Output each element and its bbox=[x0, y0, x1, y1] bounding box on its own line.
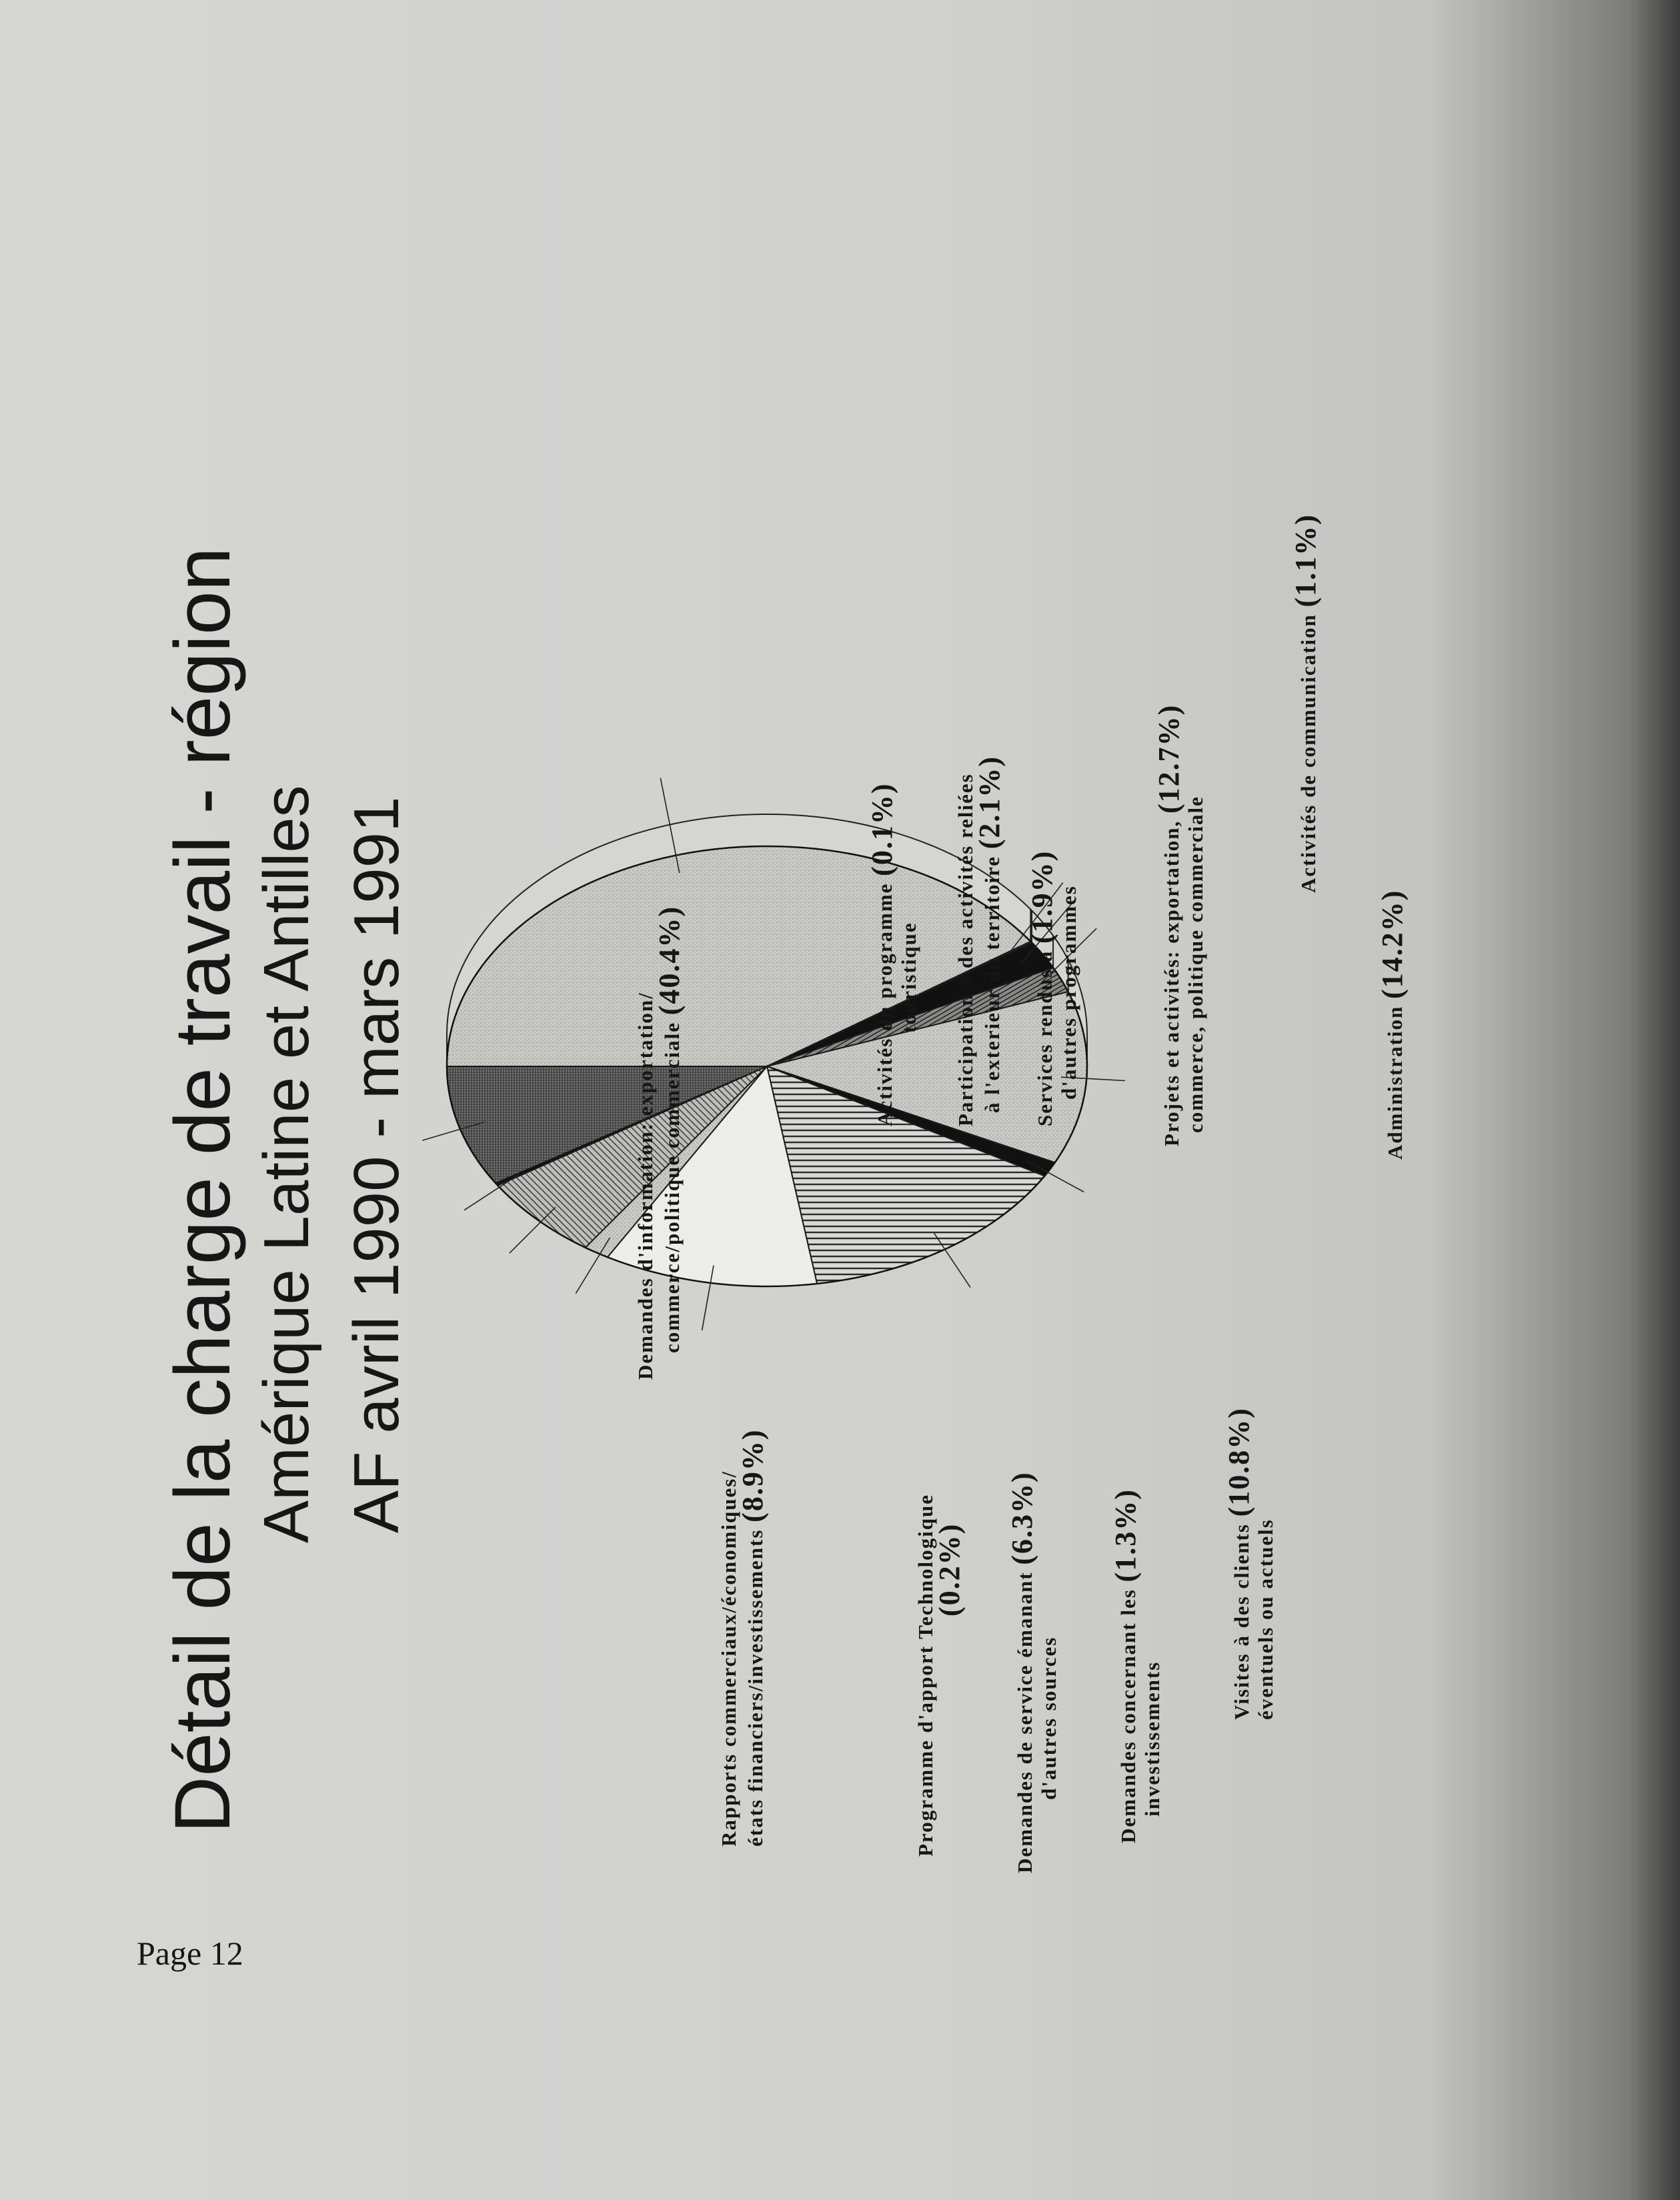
label-activites-communication: Activités de communication (1.1%) bbox=[1289, 513, 1322, 893]
chart-title: Détail de la charge de travail - région bbox=[159, 547, 247, 1833]
label-demandes-service: Demandes de service émanant (6.3%) d'autres sources bbox=[1006, 1471, 1060, 1873]
label-demandes-investissements: Demandes concernant les (1.3%) investissements bbox=[1109, 1488, 1164, 1843]
chart-subtitle-region: Amérique Latine et Antilles bbox=[251, 785, 322, 1543]
label-services-rendus: Services rendus à (1.9%) d'autres programmes bbox=[1026, 850, 1080, 1126]
label-demandes-information: Demandes d'information: exportation/ commerce/politique commerciale (40.4%) bbox=[634, 905, 686, 1380]
label-participation-activites: Participation à des activités reliées à l'exterieur du territoire (2.1%) bbox=[954, 755, 1006, 1126]
label-visites-clients: Visites à des clients (10.8%) éventuels ou actuels bbox=[1222, 1407, 1277, 1720]
label-rapports-commerciaux: Rapports commerciaux/économiques/ états financiers/investissements (8.9%) bbox=[717, 1428, 769, 1847]
label-activites-programme-touristique: Activités du programme (0.1%) touristique bbox=[866, 782, 920, 1126]
label-programme-apport: Programme d'apport Technologique (0.2%) bbox=[914, 1494, 966, 1857]
label-administration: Administration (14.2%) bbox=[1376, 889, 1409, 1160]
page-number: Page 12 bbox=[137, 1935, 243, 1972]
chart-subtitle-period: AF avril 1990 - mars 1991 bbox=[341, 796, 412, 1533]
label-projets-activites: Projets et activités: exportation, (12.7%) commerce, politique commerciale bbox=[1152, 704, 1207, 1146]
